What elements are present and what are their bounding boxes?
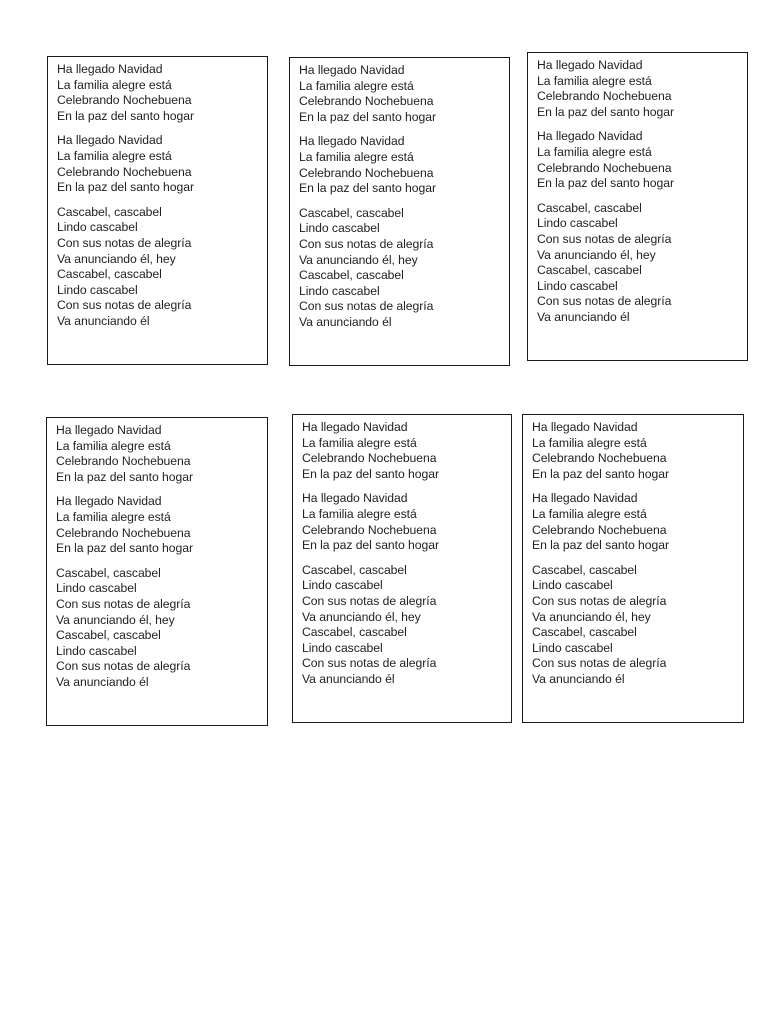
lyric-line: Celebrando Nochebuena — [302, 451, 437, 466]
lyrics-card — [46, 417, 268, 726]
lyric-line: Lindo cascabel — [537, 216, 618, 231]
lyric-line: Va anunciando él — [299, 314, 392, 329]
lyric-line: Con sus notas de alegría — [57, 298, 192, 313]
lyric-line: Ha llegado Navidad — [537, 129, 643, 144]
lyric-line: La familia alegre está — [56, 438, 171, 453]
lyric-line: La familia alegre está — [532, 506, 647, 521]
lyric-line: Celebrando Nochebuena — [299, 165, 434, 180]
lyric-line: Ha llegado Navidad — [57, 133, 163, 148]
lyrics-card — [292, 414, 512, 723]
lyric-line: Celebrando Nochebuena — [537, 89, 672, 104]
lyric-line: Con sus notas de alegría — [56, 596, 191, 611]
lyric-line: Con sus notas de alegría — [57, 235, 192, 250]
lyric-line: Cascabel, cascabel — [56, 628, 161, 643]
lyric-line: Ha llegado Navidad — [302, 491, 408, 506]
lyric-line: Celebrando Nochebuena — [532, 451, 667, 466]
lyric-line: En la paz del santo hogar — [299, 181, 436, 196]
lyric-line: Con sus notas de alegría — [532, 593, 667, 608]
lyric-line: Cascabel, cascabel — [302, 625, 407, 640]
lyric-line: Ha llegado Navidad — [532, 491, 638, 506]
lyrics-card — [47, 56, 268, 365]
lyric-line: Lindo cascabel — [57, 282, 138, 297]
chorus-stanza — [302, 563, 511, 688]
lyric-line: En la paz del santo hogar — [302, 466, 439, 481]
chorus-stanza — [57, 205, 267, 330]
lyric-line: Va anunciando él — [537, 309, 630, 324]
lyric-line: Lindo cascabel — [537, 278, 618, 293]
lyric-line: Lindo cascabel — [299, 283, 380, 298]
verse-stanza-1 — [537, 58, 747, 120]
verse-stanza-2 — [57, 133, 267, 195]
lyric-line: La familia alegre está — [56, 509, 171, 524]
lyric-line: En la paz del santo hogar — [537, 176, 674, 191]
lyric-line: Lindo cascabel — [56, 643, 137, 658]
chorus-stanza — [56, 566, 267, 691]
lyric-line: Lindo cascabel — [302, 578, 383, 593]
lyric-line: Va anunciando él, hey — [532, 609, 651, 624]
lyric-line: Celebrando Nochebuena — [299, 94, 434, 109]
lyric-line: La familia alegre está — [302, 506, 417, 521]
lyric-line: Ha llegado Navidad — [299, 134, 405, 149]
lyric-line: Con sus notas de alegría — [302, 656, 437, 671]
lyric-line: Celebrando Nochebuena — [302, 522, 437, 537]
verse-stanza-2 — [537, 129, 747, 191]
verse-stanza-2 — [302, 491, 511, 553]
lyric-line: Con sus notas de alegría — [532, 656, 667, 671]
lyric-line: En la paz del santo hogar — [57, 180, 194, 195]
lyric-line: En la paz del santo hogar — [537, 104, 674, 119]
lyric-line: Va anunciando él — [57, 313, 150, 328]
lyric-line: Con sus notas de alegría — [537, 231, 672, 246]
verse-stanza-1 — [299, 63, 509, 125]
lyric-line: Ha llegado Navidad — [537, 58, 643, 72]
lyric-line: La familia alegre está — [299, 149, 414, 164]
lyric-line: En la paz del santo hogar — [56, 469, 193, 484]
lyric-line: Cascabel, cascabel — [56, 565, 161, 580]
lyric-line: Ha llegado Navidad — [302, 420, 408, 434]
lyric-line: En la paz del santo hogar — [57, 108, 194, 123]
lyric-line: La familia alegre está — [57, 148, 172, 163]
lyric-line: La familia alegre está — [302, 435, 417, 450]
verse-stanza-2 — [532, 491, 743, 553]
lyric-line: Ha llegado Navidad — [56, 423, 162, 437]
chorus-stanza — [537, 201, 747, 326]
chorus-stanza — [532, 563, 743, 688]
lyric-line: Con sus notas de alegría — [56, 659, 191, 674]
verse-stanza-2 — [299, 134, 509, 196]
lyric-line: En la paz del santo hogar — [302, 538, 439, 553]
lyric-line: Va anunciando él, hey — [537, 247, 656, 262]
lyric-line: Cascabel, cascabel — [299, 205, 404, 220]
lyric-line: Cascabel, cascabel — [57, 204, 162, 219]
lyric-line: Cascabel, cascabel — [537, 200, 642, 215]
lyric-line: Con sus notas de alegría — [537, 294, 672, 309]
lyric-line: La familia alegre está — [532, 435, 647, 450]
verse-stanza-1 — [57, 62, 267, 124]
lyrics-card — [289, 57, 510, 366]
lyric-line: Va anunciando él, hey — [57, 251, 176, 266]
lyric-line: Va anunciando él — [532, 671, 625, 686]
lyric-line: Celebrando Nochebuena — [537, 160, 672, 175]
lyric-line: Va anunciando él, hey — [302, 609, 421, 624]
lyric-line: Celebrando Nochebuena — [532, 522, 667, 537]
lyric-line: Cascabel, cascabel — [532, 562, 637, 577]
lyric-line: Cascabel, cascabel — [57, 267, 162, 282]
verse-stanza-1 — [56, 423, 267, 485]
lyrics-card — [522, 414, 744, 723]
lyric-line: Lindo cascabel — [56, 581, 137, 596]
lyric-line: Cascabel, cascabel — [532, 625, 637, 640]
lyric-line: Lindo cascabel — [299, 221, 380, 236]
lyric-line: La familia alegre está — [299, 78, 414, 93]
lyric-line: En la paz del santo hogar — [56, 541, 193, 556]
verse-stanza-1 — [302, 420, 511, 482]
lyric-line: Ha llegado Navidad — [57, 62, 163, 76]
lyric-line: Ha llegado Navidad — [299, 63, 405, 77]
lyric-line: Con sus notas de alegría — [299, 299, 434, 314]
lyric-line: Lindo cascabel — [57, 220, 138, 235]
lyric-line: Con sus notas de alegría — [302, 593, 437, 608]
lyrics-card — [527, 52, 748, 361]
lyric-line: Va anunciando él, hey — [299, 252, 418, 267]
lyric-line: Lindo cascabel — [302, 640, 383, 655]
lyric-line: Lindo cascabel — [532, 640, 613, 655]
lyric-line: Lindo cascabel — [532, 578, 613, 593]
lyric-line: Cascabel, cascabel — [302, 562, 407, 577]
lyric-line: Cascabel, cascabel — [537, 263, 642, 278]
verse-stanza-2 — [56, 494, 267, 556]
lyric-line: Va anunciando él, hey — [56, 612, 175, 627]
lyric-line: La familia alegre está — [537, 73, 652, 88]
lyric-line: Celebrando Nochebuena — [56, 454, 191, 469]
lyric-line: La familia alegre está — [537, 144, 652, 159]
lyric-line: En la paz del santo hogar — [299, 109, 436, 124]
lyric-line: Celebrando Nochebuena — [56, 525, 191, 540]
lyric-line: Celebrando Nochebuena — [57, 164, 192, 179]
lyric-line: En la paz del santo hogar — [532, 538, 669, 553]
lyric-line: Va anunciando él — [56, 674, 149, 689]
lyric-line: Ha llegado Navidad — [532, 420, 638, 434]
lyric-line: Va anunciando él — [302, 671, 395, 686]
chorus-stanza — [299, 206, 509, 331]
lyric-line: Cascabel, cascabel — [299, 268, 404, 283]
lyric-line: En la paz del santo hogar — [532, 466, 669, 481]
lyric-line: Con sus notas de alegría — [299, 236, 434, 251]
verse-stanza-1 — [532, 420, 743, 482]
lyric-line: La familia alegre está — [57, 77, 172, 92]
lyric-line: Ha llegado Navidad — [56, 494, 162, 509]
lyric-line: Celebrando Nochebuena — [57, 93, 192, 108]
